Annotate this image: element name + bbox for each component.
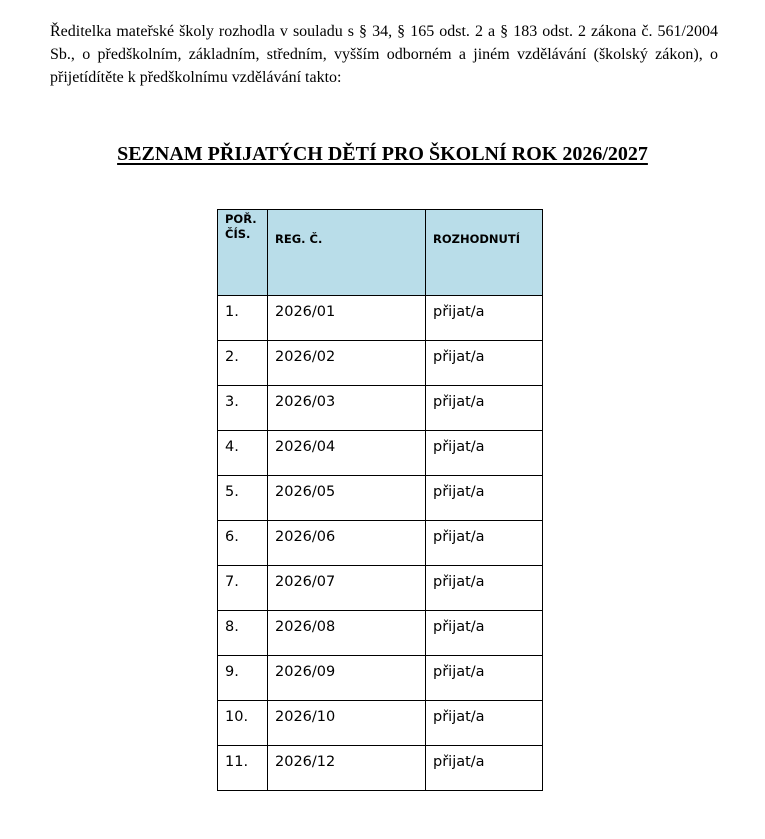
- table-row: [218, 656, 543, 701]
- cell-registration: 2026/10: [268, 701, 426, 746]
- cell-decision: přijat/a: [426, 341, 543, 386]
- table-header: [218, 210, 543, 296]
- table-row: [218, 611, 543, 656]
- cell-decision: přijat/a: [426, 746, 543, 791]
- cell-registration: 2026/03: [268, 386, 426, 431]
- cell-decision: přijat/a: [426, 386, 543, 431]
- cell-decision: přijat/a: [426, 521, 543, 566]
- intro-paragraph: Ředitelka mateřské školy rozhodla v souladu s § 34, § 165 odst. 2 a § 183 odst. 2 zákona č. 561/2004 Sb., o předškolním, základním, středním, vyšším odborném a jiném vzdělávání (školský zákon), o přijetídítěte k předškolnímu vzdělávání takto:: [50, 23, 718, 86]
- header-decision: ROZHODNUTÍ: [426, 210, 543, 296]
- admitted-children-table: [217, 209, 543, 791]
- cell-decision: přijat/a: [426, 566, 543, 611]
- cell-registration: 2026/05: [268, 476, 426, 521]
- cell-order: 1.: [218, 296, 268, 341]
- header-order-number: [218, 210, 268, 296]
- cell-registration: 2026/09: [268, 656, 426, 701]
- cell-registration: 2026/07: [268, 566, 426, 611]
- header-order-line1: POŘ.: [225, 212, 257, 226]
- header-registration-number: REG. Č.: [268, 210, 426, 296]
- table-row: [218, 431, 543, 476]
- cell-order: 5.: [218, 476, 268, 521]
- table-row: [218, 746, 543, 791]
- cell-decision: přijat/a: [426, 611, 543, 656]
- cell-registration: 2026/04: [268, 431, 426, 476]
- document-title: [0, 142, 765, 166]
- table-row: [218, 476, 543, 521]
- cell-order: 11.: [218, 746, 268, 791]
- table-row: [218, 386, 543, 431]
- cell-registration: 2026/06: [268, 521, 426, 566]
- table-row: [218, 341, 543, 386]
- table-body: [218, 296, 543, 791]
- cell-registration: 2026/02: [268, 341, 426, 386]
- cell-order: 6.: [218, 521, 268, 566]
- cell-decision: přijat/a: [426, 476, 543, 521]
- table-row: [218, 296, 543, 341]
- table-header-row: [218, 210, 543, 296]
- cell-order: 10.: [218, 701, 268, 746]
- cell-order: 3.: [218, 386, 268, 431]
- table-row: [218, 701, 543, 746]
- cell-decision: přijat/a: [426, 431, 543, 476]
- table-row: [218, 521, 543, 566]
- cell-registration: 2026/08: [268, 611, 426, 656]
- cell-decision: přijat/a: [426, 701, 543, 746]
- cell-order: 4.: [218, 431, 268, 476]
- cell-order: 9.: [218, 656, 268, 701]
- cell-decision: přijat/a: [426, 296, 543, 341]
- cell-registration: 2026/01: [268, 296, 426, 341]
- cell-order: 7.: [218, 566, 268, 611]
- cell-order: 8.: [218, 611, 268, 656]
- cell-order: 2.: [218, 341, 268, 386]
- cell-registration: 2026/12: [268, 746, 426, 791]
- document-title-text: SEZNAM PŘIJATÝCH DĚTÍ PRO ŠKOLNÍ ROK 2026/2027: [117, 143, 648, 165]
- header-order-line2: ČÍS.: [225, 227, 251, 241]
- table-row: [218, 566, 543, 611]
- cell-decision: přijat/a: [426, 656, 543, 701]
